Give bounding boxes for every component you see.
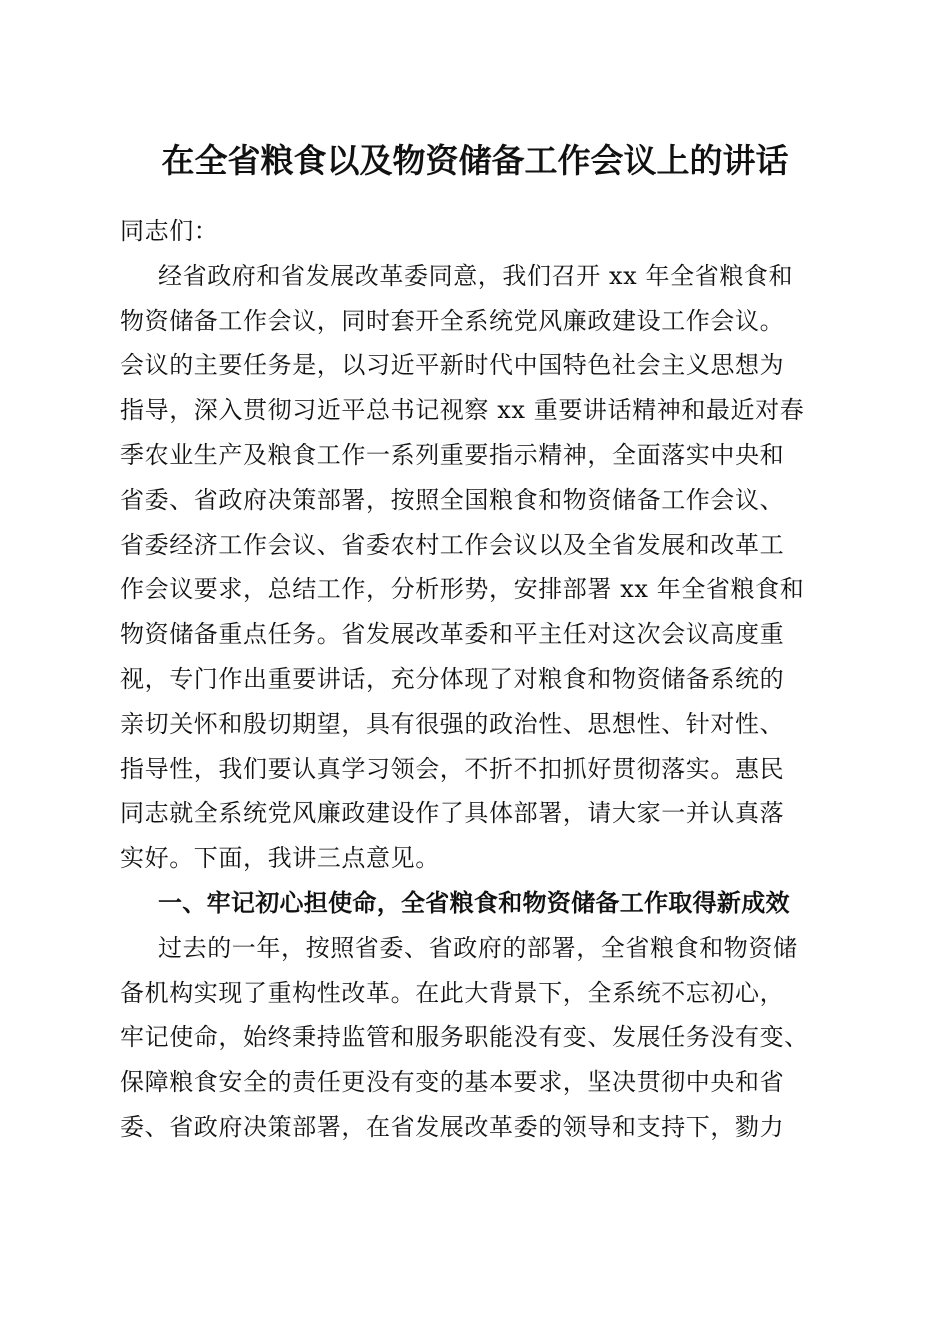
paragraph-line: 指导，深入贯彻习近平总书记视察 xx 重要讲话精神和最近对春 [120, 396, 805, 425]
paragraph-line: 会议的主要任务是，以习近平新时代中国特色社会主义思想为 [120, 351, 785, 380]
paragraph-line: 省委、省政府决策部署，按照全国粮食和物资储备工作会议、 [120, 485, 785, 514]
paragraph-line: 物资储备工作会议，同时套开全系统党风廉政建设工作会议。 [120, 306, 785, 335]
paragraph-line: 委、省政府决策部署，在省发展改革委的领导和支持下，勠力 [120, 1112, 785, 1141]
document-body [120, 209, 840, 1150]
paragraph-line: 亲切关怀和殷切期望，具有很强的政治性、思想性、针对性、 [120, 709, 785, 738]
paragraph-line: 省委经济工作会议、省委农村工作会议以及全省发展和改革工 [120, 530, 785, 559]
paragraph-line: 物资储备重点任务。省发展改革委和平主任对这次会议高度重 [120, 620, 785, 649]
section-heading: 一、牢记初心担使命，全省粮食和物资储备工作取得新成效 [158, 888, 790, 917]
paragraph-line: 过去的一年，按照省委、省政府的部署，全省粮食和物资储 [158, 933, 798, 962]
paragraph-line: 视，专门作出重要讲话，充分体现了对粮食和物资储备系统的 [120, 664, 785, 693]
paragraph-line: 实好。下面，我讲三点意见。 [120, 844, 440, 873]
paragraph-line: 指导性，我们要认真学习领会，不折不扣抓好贯彻落实。惠民 [120, 754, 785, 783]
paragraph-line: 牢记使命，始终秉持监管和服务职能没有变、发展任务没有变、 [120, 1023, 809, 1052]
paragraph-line: 备机构实现了重构性改革。在此大背景下，全系统不忘初心， [120, 978, 785, 1007]
paragraph-line: 经省政府和省发展改革委同意，我们召开 xx 年全省粮食和 [158, 261, 794, 290]
paragraph-1 [120, 254, 840, 881]
paragraph-line: 保障粮食安全的责任更没有变的基本要求，坚决贯彻中央和省 [120, 1068, 785, 1097]
paragraph-line: 作会议要求，总结工作，分析形势，安排部署 xx 年全省粮食和 [120, 575, 805, 604]
document-title: 在全省粮食以及物资储备工作会议上的讲话 [161, 141, 789, 180]
paragraph-2 [120, 926, 840, 1150]
salutation: 同志们： [120, 217, 219, 245]
paragraph-line: 季农业生产及粮食工作一系列重要指示精神，全面落实中央和 [120, 440, 785, 469]
paragraph-line: 同志就全系统党风廉政建设作了具体部署，请大家一并认真落 [120, 799, 785, 828]
